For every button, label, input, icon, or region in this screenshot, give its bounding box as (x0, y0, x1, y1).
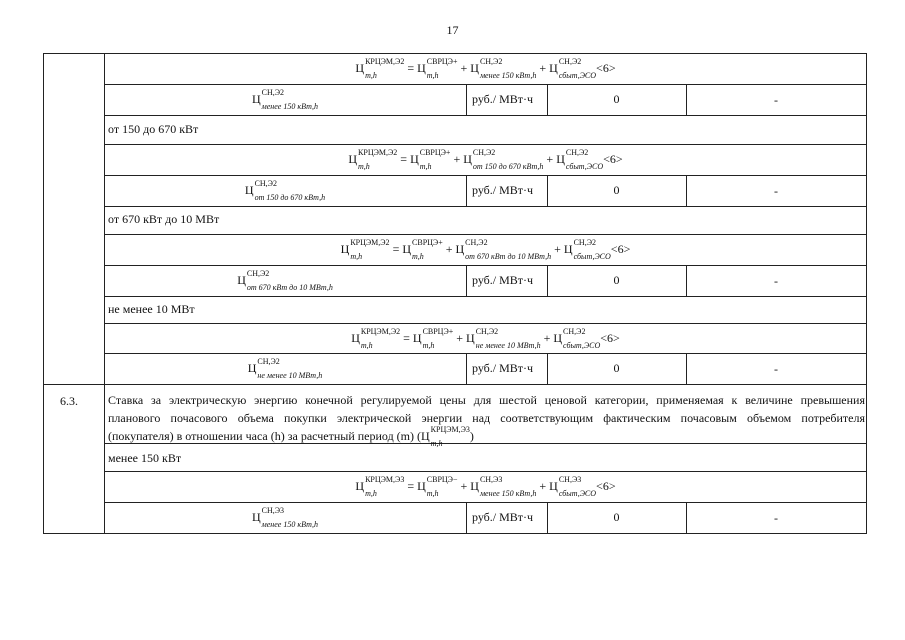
category-label: от 150 до 670 кВт (108, 122, 199, 136)
dash-cell: - (774, 274, 778, 288)
component-label: Ц СН,Э2 менее 150 кВт,h (251, 88, 319, 112)
category-label: не менее 10 МВт (108, 302, 195, 316)
formula-row: Ц КРЦЭМ,Э2 m,h = Ц СВРЦЭ+ m,h + Ц СН,Э2 не менее 10 МВт,h + Ц СН,Э2 сбыт,ЭСО <6> (351, 327, 620, 351)
dash-cell: - (774, 93, 778, 107)
formula-row: Ц КРЦЭМ,Э3 m,h = Ц СВРЦЭ− m,h + Ц СН,Э3 менее 150 кВт,h + Ц СН,Э3 сбыт,ЭСО <6> (355, 475, 616, 499)
dash-cell: - (774, 511, 778, 525)
unit-cell: руб./ МВт·ч (472, 92, 534, 106)
component-label: Ц СН,Э3 менее 150 кВт,h (251, 506, 319, 530)
section-number: 6.3. (60, 394, 78, 408)
dash-cell: - (774, 362, 778, 376)
value-cell: 0 (613, 510, 620, 524)
formula-row: Ц КРЦЭМ,Э2 m,h = Ц СВРЦЭ+ m,h + Ц СН,Э2 от 670 кВт до 10 МВт,h + Ц СН,Э2 сбыт,ЭСО <6> (340, 238, 631, 262)
formula-row: Ц КРЦЭМ,Э2 m,h = Ц СВРЦЭ+ m,h + Ц СН,Э2 менее 150 кВт,h + Ц СН,Э2 сбыт,ЭСО <6> (355, 57, 616, 81)
formula-row: Ц КРЦЭМ,Э2 m,h = Ц СВРЦЭ+ m,h + Ц СН,Э2 от 150 до 670 кВт,h + Ц СН,Э2 сбыт,ЭСО <6> (348, 148, 623, 172)
category-label: менее 150 кВт (108, 451, 182, 465)
unit-cell: руб./ МВт·ч (472, 361, 534, 375)
value-cell: 0 (613, 183, 620, 197)
category-label: от 670 кВт до 10 МВт (108, 212, 220, 226)
unit-cell: руб./ МВт·ч (472, 183, 534, 197)
section-description: Ставка за электрическую энергию конечной регулируемой цены для шестой ценовой категории, применяемая к величине превышения планового почасового объема покупки электрической энергии над соответствующим фактическим почасовым объемом потребителя (покупателя) в отношении часа (h) за расчетный период (m) (Ц КРЦЭМ,Э3 m,h ) (108, 393, 865, 449)
value-cell: 0 (613, 273, 620, 287)
value-cell: 0 (613, 361, 620, 375)
component-label: Ц СН,Э2 не менее 10 МВт,h (247, 357, 323, 381)
component-label: Ц СН,Э2 от 670 кВт до 10 МВт,h (237, 269, 333, 293)
value-cell: 0 (613, 92, 620, 106)
component-label: Ц СН,Э2 от 150 до 670 кВт,h (244, 179, 326, 203)
dash-cell: - (774, 184, 778, 198)
unit-cell: руб./ МВт·ч (472, 510, 534, 524)
unit-cell: руб./ МВт·ч (472, 273, 534, 287)
page-number: 17 (446, 23, 459, 37)
